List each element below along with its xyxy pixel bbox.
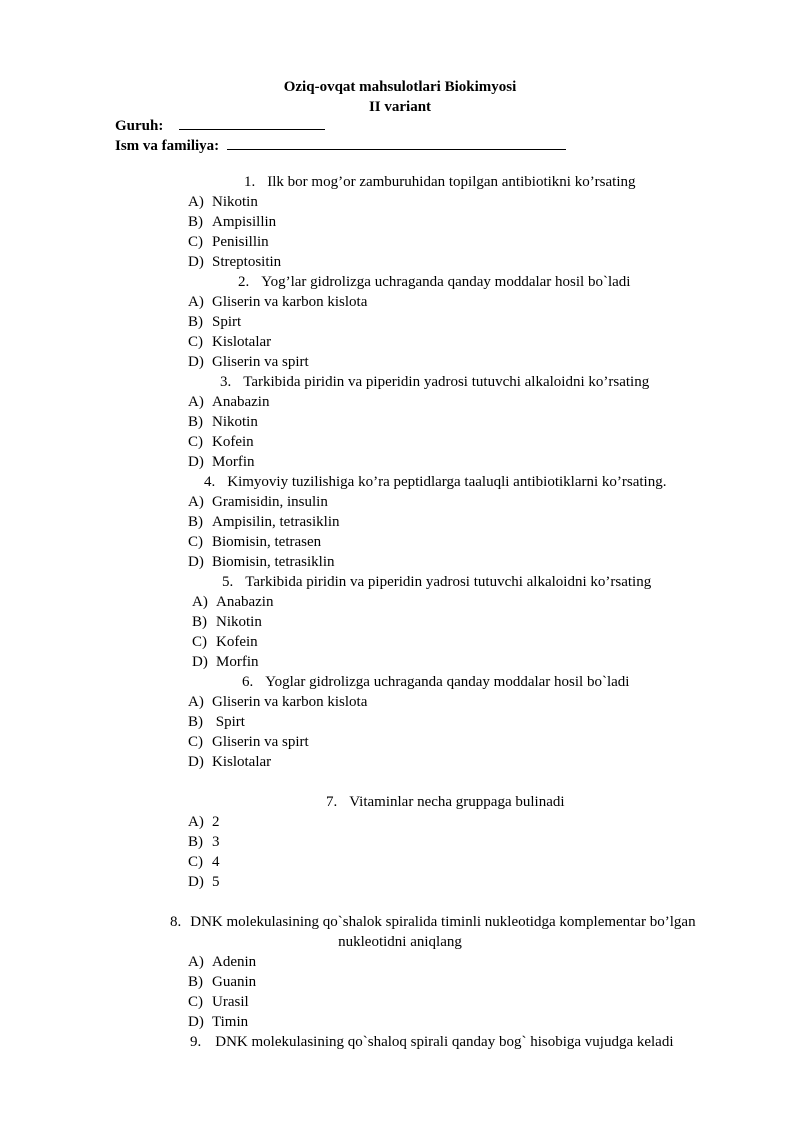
option-5d: D) Morfin — [192, 654, 259, 670]
option-8b: B) Guanin — [188, 974, 257, 990]
option-5a: A) Anabazin — [192, 594, 274, 610]
option-1c: C) Penisillin — [188, 234, 269, 250]
option-2a: A) Gliserin va karbon kislota — [188, 294, 368, 310]
option-6a: A) Gliserin va karbon kislota — [188, 694, 368, 710]
option-3a: A) Anabazin — [188, 394, 270, 410]
option-6b: B) Spirt — [188, 714, 245, 730]
option-6c: C) Gliserin va spirt — [188, 734, 309, 750]
option-3d: D) Morfin — [188, 454, 255, 470]
option-3c: C) Kofein — [188, 434, 254, 450]
option-2d: D) Gliserin va spirt — [188, 354, 309, 370]
question-5: 5. Tarkibida piridin va piperidin yadrosi tutuvchi alkaloidni ko’rsating — [222, 574, 652, 590]
option-1a: A) Nikotin — [188, 194, 258, 210]
option-4b: B) Ampisilin, tetrasiklin — [188, 514, 340, 530]
option-2c: C) Kislotalar — [188, 334, 272, 350]
question-7: 7. Vitaminlar necha gruppaga bulinadi — [326, 794, 565, 810]
variant-label: II variant — [368, 99, 432, 115]
group-blank-line — [179, 114, 325, 130]
question-8: 8. DNK molekulasining qo`shalok spiralida timinli nukleotidga komplementar bo’lgan — [170, 914, 696, 930]
group-field — [115, 114, 325, 136]
option-7a: A) 2 — [188, 814, 220, 830]
question-2: 2. Yog’lar gidrolizga uchraganda qanday moddalar hosil bo`ladi — [238, 274, 631, 290]
question-text: DNK molekulasining qo`shalok spiralida timinli nukleotidga komplementar bo’lgan — [190, 914, 696, 930]
option-5b: B) Nikotin — [192, 614, 262, 630]
option-4a: A) Gramisidin, insulin — [188, 494, 328, 510]
option-7c: C) 4 — [188, 854, 220, 870]
question-6: 6. Yoglar gidrolizga uchraganda qanday moddalar hosil bo`ladi — [242, 674, 630, 690]
group-label: Guruh: — [115, 118, 164, 134]
question-1 — [244, 172, 636, 192]
option-8a: A) Adenin — [188, 954, 257, 970]
option-8c: C) Urasil — [188, 994, 249, 1010]
question-text: Yog’lar gidrolizga uchraganda qanday moddalar hosil bo`ladi — [261, 274, 631, 290]
question-text: Vitaminlar necha gruppaga bulinadi — [349, 794, 565, 810]
question-text: Kimyoviy tuzilishiga ko’ra peptidlarga taaluqli antibiotiklarni ko’rsating. — [227, 474, 667, 490]
question-4: 4. Kimyoviy tuzilishiga ko’ra peptidlarga taaluqli antibiotiklarni ko’rsating. — [204, 474, 667, 490]
document-title: Oziq-ovqat mahsulotlari Biokimyosi — [283, 79, 517, 95]
option-6d: D) Kislotalar — [188, 754, 272, 770]
question-text: Tarkibida piridin va piperidin yadrosi tutuvchi alkaloidni ko’rsating — [245, 574, 652, 590]
question-text: DNK molekulasining qo`shaloq spirali qanday bog` hisobiga vujudga keladi — [215, 1034, 674, 1050]
name-field — [115, 134, 566, 156]
option-4d: D) Biomisin, tetrasiklin — [188, 554, 335, 570]
question-9: 9. DNK molekulasining qo`shaloq spirali qanday bog` hisobiga vujudga keladi — [190, 1034, 674, 1050]
option-5c: C) Kofein — [192, 634, 258, 650]
question-text: Yoglar gidrolizga uchraganda qanday moddalar hosil bo`ladi — [265, 674, 630, 690]
option-2b: B) Spirt — [188, 314, 242, 330]
name-label: Ism va familiya: — [115, 138, 220, 154]
question-text: Ilk bor mog’or zamburuhidan topilgan antibiotikni ko’rsating — [267, 174, 636, 190]
option-4c: C) Biomisin, tetrasen — [188, 534, 322, 550]
option-1d: D) Streptositin — [188, 254, 282, 270]
option-7b: B) 3 — [188, 834, 220, 850]
question-8-continuation: nukleotidni aniqlang — [338, 934, 462, 950]
question-number: 1. — [244, 174, 256, 190]
option-8d: D) Timin — [188, 1014, 249, 1030]
option-3b: B) Nikotin — [188, 414, 258, 430]
name-blank-line — [227, 134, 566, 150]
question-3: 3. Tarkibida piridin va piperidin yadrosi tutuvchi alkaloidni ko’rsating — [220, 374, 650, 390]
option-7d: D) 5 — [188, 874, 220, 890]
question-text: Tarkibida piridin va piperidin yadrosi tutuvchi alkaloidni ko’rsating — [243, 374, 650, 390]
option-1b: B) Ampisillin — [188, 214, 277, 230]
